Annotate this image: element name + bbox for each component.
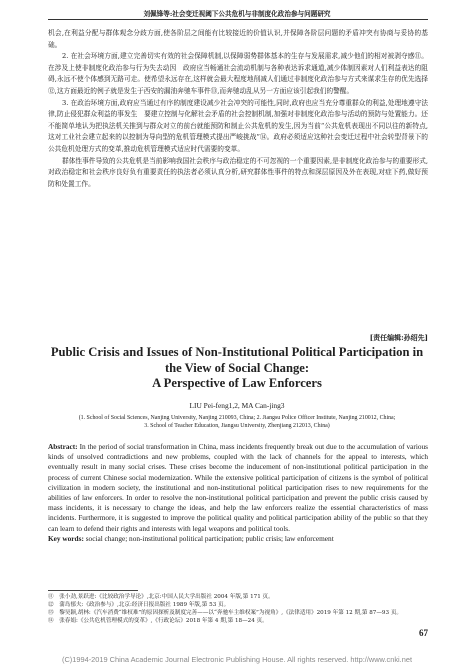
paragraph: 2. 在社会环境方面,建立完善切实有效的社会保障机制,以保障弱势群体基本的生存与发展需求,减少他们的相对被剥夺感⑪。在涉及上使非制度化政治参与行为失去动因 政府应当畅通社会流动机制与各种表达诉求通道,减少体制因素对人们利益表达的阻碍,永远不使个体感到无路可走。使希望永远存在,这样就会最大程度地削减人们通过非制度化政治参与方式来谋求生存的优先选择⑫,这方面最近的例子就是发生于西安的漏油奔驰车事件⑬,而奔驰动乱从另一方面应该引起我们的警醒。	[48, 52, 428, 95]
affiliations	[0, 414, 474, 431]
affiliation-line: (1. School of Social Sciences, Nanjing University, Nanjing 210093, China; 2. Jiangsu Police Officer Institute, Nanjing 210012, China;	[78, 415, 396, 421]
affiliation-line: 3. School of Teacher Education, Jiangsu University, Zhenjiang 212013, China)	[144, 423, 330, 430]
footnotes	[48, 593, 428, 625]
page-number: 67	[419, 628, 428, 638]
running-header: 刘佩锋等:社会变迁视阈下公共危机与非制度化政治参与问题研究	[143, 10, 331, 18]
authors: LIU Pei-feng1,2, MA Can-jing3	[189, 401, 285, 410]
paragraph: 机会,在利益分配与群体观念分歧方面,使各阶层之间能有比较接近的价值认识,并保障各阶层问题的矛盾冲突有协商与妥协的基础。	[48, 29, 428, 49]
footnote: ⑭ 张春娟:《公共危机管理模式的变革》,《行政论坛》2018 年第 4 期,第 18—24 页。	[48, 618, 268, 625]
title-line: Public Crisis and Issues of Non-Institutional Political Participation in	[50, 345, 424, 359]
header-rule	[48, 19, 428, 20]
english-title	[0, 345, 474, 392]
copyright-notice: (C)1994-2019 China Academic Journal Electronic Publishing House. All rights reserved. http://www.cnki.net	[62, 655, 412, 664]
title-line: A Perspective of Law Enforcers	[152, 376, 322, 390]
footnote: ⑫ 蒲岛郁夫:《政治参与》,北京:经济日报出版社 1989 年版,第 53 页。	[48, 602, 230, 609]
paragraph: 3. 在政治环境方面,政府应当通过有序的制度建设减少社会冲突的可能性,同时,政府也应当充分尊重群众的利益,处理地遵守法律,防止侵犯群众利益的事发生 要建立控制与化解社会矛盾的社会控制机制,加强对非制度化政治参与活动的预防与处置能力。还不能简单地认为把执法机关推到与群众对立的前台就能预防和制止公共危机的发生,因为当前“公共危机表现出不同以往的新特点,这对工业社会建立起来的以控制为导向型的危机管理模式提出严峻挑战”⑭。政府必须适应这种社会变迁过程中社会转型背景下的公共危机处理方式的变革,推动危机管理模式适应时代需要的变革。	[48, 98, 428, 153]
responsible-editor: [责任编辑:孙绍先]	[369, 333, 428, 342]
abstract-text: In the period of social transformation in China, mass incidents frequently break out due to the accumulation of various kinds of unsolved contradictions and new problems, coupled with the lack of channels for the appeal to interests, which eventually result in many social crises. These crises become the inducement of non-institutional political participation in the process of current Chinese social modernization. While the extensive political participation of citizens is the symbol of political civilization in modern society, the institutional and non-institutional political participation rises to new requirements for the abilities of law enforcers. In order to resolve the non-institutional political participation and prevent the public crisis caused by mass incidents, it is necessary to change the ideas, and help the law enforcers realize the essential characteristics of mass incidents. Furthermore, it is suggested to improve the political quality and political participation ability of the public so that they can learn to defend their rights and interests with legal weapons and political tools.	[48, 442, 428, 533]
footnote: ⑬ 黎昊颖,胡林:《汽车消费“维权难”的原因探析及制度完善——以“奔驰车主维权案”为视角》,《法律适用》2019 年第 12 期,第 87—93 页。	[48, 610, 403, 617]
chinese-body	[48, 28, 428, 190]
paragraph: 群体性事件导致的公共危机是当前影响我国社会秩序与政治稳定的不可忽视的一个重要因素,是非制度化政治参与的重要形式,对政治稳定和社会秩序良好负有重要责任的执法者必须认真分析,研究群体性事件的特点和深层原因及外在表现,对症下药,做好预防和处置工作。	[48, 156, 428, 188]
footnote: ⑪ 张小劲,景跃进:《比较政治学导论》,北京:中国人民大学出版社 2004 年版,第 171 页。	[48, 594, 274, 600]
abstract	[48, 442, 428, 544]
keywords-text: social change; non-institutional political participation; public crisis; law enforcement	[85, 533, 334, 543]
keywords-label: Key words:	[48, 533, 84, 543]
title-line: the View of Social Change:	[164, 360, 310, 375]
footnote-rule	[48, 590, 138, 591]
abstract-label: Abstract:	[48, 442, 78, 451]
